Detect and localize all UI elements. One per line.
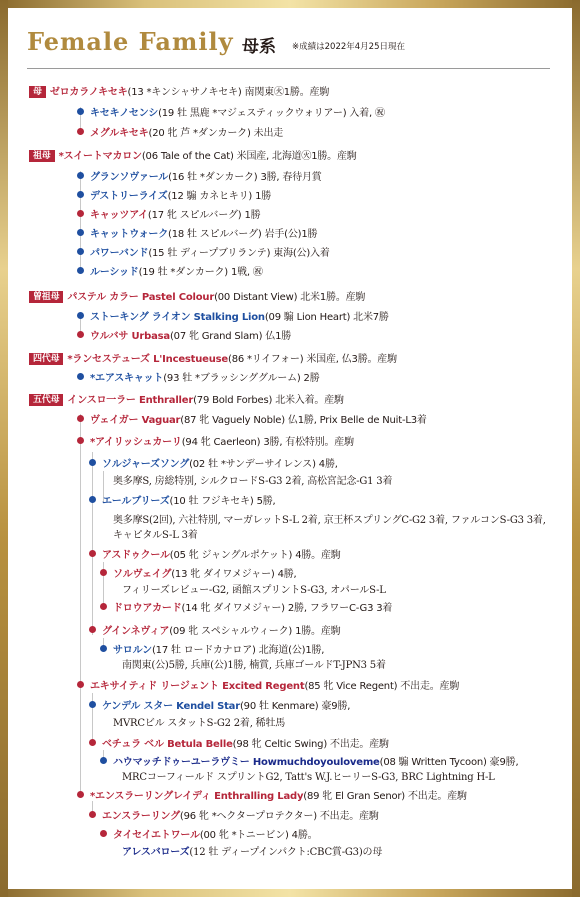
horse-name[interactable]: ドロウアカード bbox=[113, 603, 182, 614]
horse-detail: (02 牡 *サンデーサイレンス) 4勝, bbox=[189, 459, 338, 470]
horse-name[interactable]: パステル カラー Pastel Colour bbox=[67, 292, 215, 303]
male-dot-icon bbox=[77, 267, 84, 274]
offspring-row bbox=[89, 700, 350, 714]
female-dot-icon bbox=[77, 437, 84, 444]
female-dot-icon bbox=[77, 210, 84, 217]
offspring-row bbox=[77, 436, 354, 450]
horse-detail: (96 牝 *ヘクタープロテクター) 不出走。産駒 bbox=[179, 811, 379, 822]
male-dot-icon bbox=[77, 312, 84, 319]
horse-name[interactable]: ハウマッチドゥーユーラヴミー Howmuchdoyouloveme bbox=[113, 757, 380, 768]
male-dot-icon bbox=[89, 496, 96, 503]
horse-detail: (15 牡 ディープブリランテ) 東海(公)入着 bbox=[148, 248, 330, 259]
horse-name[interactable]: ソルジャーズソング bbox=[102, 459, 190, 470]
male-dot-icon bbox=[77, 229, 84, 236]
horse-name[interactable]: グランソヴァール bbox=[90, 172, 169, 183]
tree-line bbox=[80, 414, 81, 796]
page-title-jp: 母系 bbox=[242, 37, 276, 57]
horse-detail: (94 牝 Caerleon) 3勝, 有松特別。産駒 bbox=[181, 437, 354, 448]
horse-name[interactable]: ウルバサ Urbasa bbox=[90, 331, 170, 342]
offspring-row bbox=[100, 829, 317, 843]
male-dot-icon bbox=[77, 248, 84, 255]
horse-detail: (06 Tale of the Cat) 米国産, 北海道㊋1勝。産駒 bbox=[141, 151, 357, 162]
horse-name[interactable]: デストリーライズ bbox=[90, 191, 168, 202]
horse-detail: (20 牝 芦 *ダンカーク) 未出走 bbox=[148, 128, 284, 139]
generation-badge: 祖母 bbox=[29, 150, 55, 162]
great-granddam-row bbox=[29, 291, 365, 305]
horse-name[interactable]: *エンスラーリングレイディ Enthralling Lady bbox=[90, 791, 304, 802]
horse-detail: (17 牡 ロードカナロア) 北海道(公)1勝, bbox=[151, 645, 325, 656]
offspring-row bbox=[77, 107, 385, 121]
offspring-row bbox=[89, 549, 341, 563]
female-dot-icon bbox=[77, 415, 84, 422]
horse-name[interactable]: キセキノセンシ bbox=[90, 108, 159, 119]
fifth-dam-row bbox=[29, 394, 344, 408]
horse-name[interactable]: *エアスキャット bbox=[90, 373, 164, 384]
male-dot-icon bbox=[77, 373, 84, 380]
as-of-note: ※成績は2022年4月25日現在 bbox=[292, 42, 405, 52]
offspring-row bbox=[77, 228, 317, 242]
horse-detail: (13 牝 ダイワメジャー) 4勝, bbox=[171, 569, 297, 580]
horse-name[interactable]: グインネヴィア bbox=[102, 626, 170, 637]
female-dot-icon bbox=[77, 791, 84, 798]
female-dot-icon bbox=[77, 128, 84, 135]
horse-detail: (12 牡 ディープインパクト:CBC賞-G3)の母 bbox=[189, 847, 383, 858]
horse-detail: (19 牡 黒鹿 *マジェスティックウォリアー) 入着, ㊗ bbox=[158, 108, 385, 119]
horse-detail: (08 騸 Written Tycoon) 豪9勝, bbox=[379, 757, 519, 768]
generation-badge: 曽祖母 bbox=[29, 291, 63, 303]
horse-detail: (09 牝 スペシャルウィーク) 1勝。産駒 bbox=[169, 626, 341, 637]
offspring-row bbox=[100, 602, 392, 616]
female-dot-icon bbox=[77, 681, 84, 688]
horse-detail: (89 牝 El Gran Senor) 不出走。産駒 bbox=[303, 791, 467, 802]
horse-name[interactable]: ゼロカラノキセキ bbox=[49, 87, 128, 98]
female-dot-icon bbox=[77, 331, 84, 338]
offspring-row bbox=[89, 738, 389, 752]
page-title: Female Family bbox=[27, 27, 234, 56]
horse-name[interactable]: *アイリッシュカーリ bbox=[90, 437, 182, 448]
offspring-row bbox=[89, 458, 338, 472]
male-dot-icon bbox=[89, 459, 96, 466]
offspring-row bbox=[77, 414, 427, 428]
male-dot-icon bbox=[100, 757, 107, 764]
horse-detail: (90 牡 Kenmare) 豪9勝, bbox=[239, 701, 351, 712]
horse-name[interactable]: ルーシッド bbox=[90, 267, 139, 278]
horse-detail: (18 牡 スピルバーグ) 岩手(公)1勝 bbox=[168, 229, 318, 240]
male-dot-icon bbox=[77, 191, 84, 198]
horse-name[interactable]: エキサイティド リージェント Excited Regent bbox=[90, 681, 305, 692]
horse-detail: (85 牝 Vice Regent) 不出走。産駒 bbox=[304, 681, 460, 692]
horse-detail: (86 *リイフォー) 米国産, 仏3勝。産駒 bbox=[228, 354, 397, 365]
horse-detail: (87 牝 Vaguely Noble) 仏1勝, Prix Belle de Nuit-L3着 bbox=[180, 415, 427, 426]
horse-detail: (93 牡 *ブラッシンググルーム) 2勝 bbox=[163, 373, 320, 384]
generation-badge: 五代母 bbox=[29, 394, 63, 406]
horse-name[interactable]: アレスバローズ bbox=[122, 847, 190, 858]
race-record: フィリーズレビュー-G2, 函館スプリントS-G3, オパールS-L bbox=[122, 585, 386, 596]
race-record: 奥多摩S, 房総特別, シルクロードS-G3 2着, 高松宮記念-G1 3着 bbox=[113, 476, 393, 487]
horse-detail: (12 騸 カネヒキリ) 1勝 bbox=[167, 191, 272, 202]
horse-detail: (13 *キンシャサノキセキ) 南関東㊋1勝。産駒 bbox=[127, 87, 330, 98]
offspring-row bbox=[89, 495, 276, 509]
horse-detail: (17 牝 スピルバーグ) 1勝 bbox=[147, 210, 261, 221]
offspring-row bbox=[77, 790, 467, 804]
horse-name[interactable]: ストーキング ライオン Stalking Lion bbox=[90, 312, 265, 323]
offspring-row bbox=[77, 209, 260, 223]
horse-detail: (16 牡 *ダンカーク) 3勝, 春待月賞 bbox=[168, 172, 322, 183]
offspring-row bbox=[89, 810, 379, 824]
notable-descendant-row bbox=[122, 846, 382, 860]
race-record: 奥多摩S(2回), 六社特別, マーガレットS-L 2着, 京王杯スプリングC-G2 3着, ファルコンS-G3 3着, bbox=[113, 515, 546, 526]
offspring-row bbox=[77, 190, 271, 204]
horse-name[interactable]: ソルヴェイグ bbox=[113, 569, 172, 580]
horse-detail: (00 牝 *トニービン) 4勝。 bbox=[199, 830, 318, 841]
tree-line bbox=[92, 452, 93, 635]
horse-name[interactable]: ベチュラ ベル Betula Belle bbox=[102, 739, 233, 750]
race-record: MVRCビル スタットS-G2 2着, 稀牡馬 bbox=[113, 718, 286, 729]
male-dot-icon bbox=[100, 645, 107, 652]
horse-name[interactable]: メグルキセキ bbox=[90, 128, 149, 139]
generation-badge: 四代母 bbox=[29, 353, 63, 365]
horse-name[interactable]: アスドゥクール bbox=[102, 550, 170, 561]
female-dot-icon bbox=[89, 739, 96, 746]
female-dot-icon bbox=[100, 830, 107, 837]
horse-name[interactable]: サロルン bbox=[113, 645, 152, 656]
offspring-row bbox=[77, 266, 263, 280]
horse-detail: (98 牝 Celtic Swing) 不出走。産駒 bbox=[232, 739, 389, 750]
offspring-row bbox=[77, 372, 320, 386]
horse-name[interactable]: パワーバンド bbox=[90, 248, 149, 259]
offspring-row bbox=[77, 171, 322, 185]
horse-detail: (07 牝 Grand Slam) 仏1勝 bbox=[169, 331, 292, 342]
horse-detail: (79 Bold Forbes) 北米入着。産駒 bbox=[193, 395, 344, 406]
female-dot-icon bbox=[100, 569, 107, 576]
horse-name[interactable]: インスロ一ラー Enthraller bbox=[67, 395, 194, 406]
horse-name[interactable]: タイセイエトワール bbox=[113, 830, 200, 841]
female-dot-icon bbox=[100, 603, 107, 610]
horse-name[interactable]: エンスラーリング bbox=[102, 811, 180, 822]
horse-name[interactable]: キャッツアイ bbox=[90, 210, 148, 221]
horse-detail: (19 牡 *ダンカーク) 1戦, ㊗ bbox=[138, 267, 263, 278]
male-dot-icon bbox=[77, 172, 84, 179]
male-dot-icon bbox=[77, 108, 84, 115]
male-dot-icon bbox=[89, 701, 96, 708]
offspring-row bbox=[77, 330, 291, 344]
horse-detail: (09 騸 Lion Heart) 北米7勝 bbox=[264, 312, 389, 323]
race-record: キャピタルS-L 3着 bbox=[113, 530, 198, 541]
horse-name[interactable]: エールブリーズ bbox=[102, 496, 170, 507]
offspring-row bbox=[77, 680, 459, 694]
offspring-row bbox=[89, 625, 340, 639]
generation-badge: 母 bbox=[29, 86, 46, 98]
horse-detail: (05 牝 ジャングルポケット) 4勝。産駒 bbox=[169, 550, 341, 561]
offspring-row bbox=[100, 756, 518, 770]
horse-name[interactable]: *ランセステューズ L'Incestueuse bbox=[67, 354, 228, 365]
female-dot-icon bbox=[89, 550, 96, 557]
race-record: MRCコーフィールド スプリントG2, Tatt's W.J.ヒーリーS-G3, BRC Lightning H-L bbox=[122, 772, 495, 783]
offspring-row bbox=[77, 127, 283, 141]
race-record: 南関東(公)5勝, 兵庫(公)1勝, 楠賞, 兵庫ゴールドT-JPN3 5着 bbox=[122, 660, 386, 671]
offspring-row bbox=[77, 247, 330, 261]
offspring-row bbox=[100, 568, 297, 582]
fourth-dam-row bbox=[29, 353, 397, 367]
horse-name[interactable]: ケンデル スター Kendel Star bbox=[102, 701, 240, 712]
offspring-row bbox=[100, 644, 324, 658]
horse-name[interactable]: ヴェイガー Vaguar bbox=[90, 415, 181, 426]
female-dot-icon bbox=[89, 626, 96, 633]
offspring-row bbox=[77, 311, 389, 325]
horse-detail: (10 牡 フジキセキ) 5勝, bbox=[169, 496, 276, 507]
granddam-row bbox=[29, 150, 357, 164]
dam-row bbox=[29, 86, 329, 100]
horse-detail: (00 Distant View) 北米1勝。産駒 bbox=[214, 292, 366, 303]
horse-name[interactable]: *スイートマカロン bbox=[58, 151, 142, 162]
female-dot-icon bbox=[89, 811, 96, 818]
horse-name[interactable]: キャットウォーク bbox=[90, 229, 168, 240]
horse-detail: (14 牝 ダイワメジャー) 2勝, フラワーC-G3 3着 bbox=[181, 603, 393, 614]
